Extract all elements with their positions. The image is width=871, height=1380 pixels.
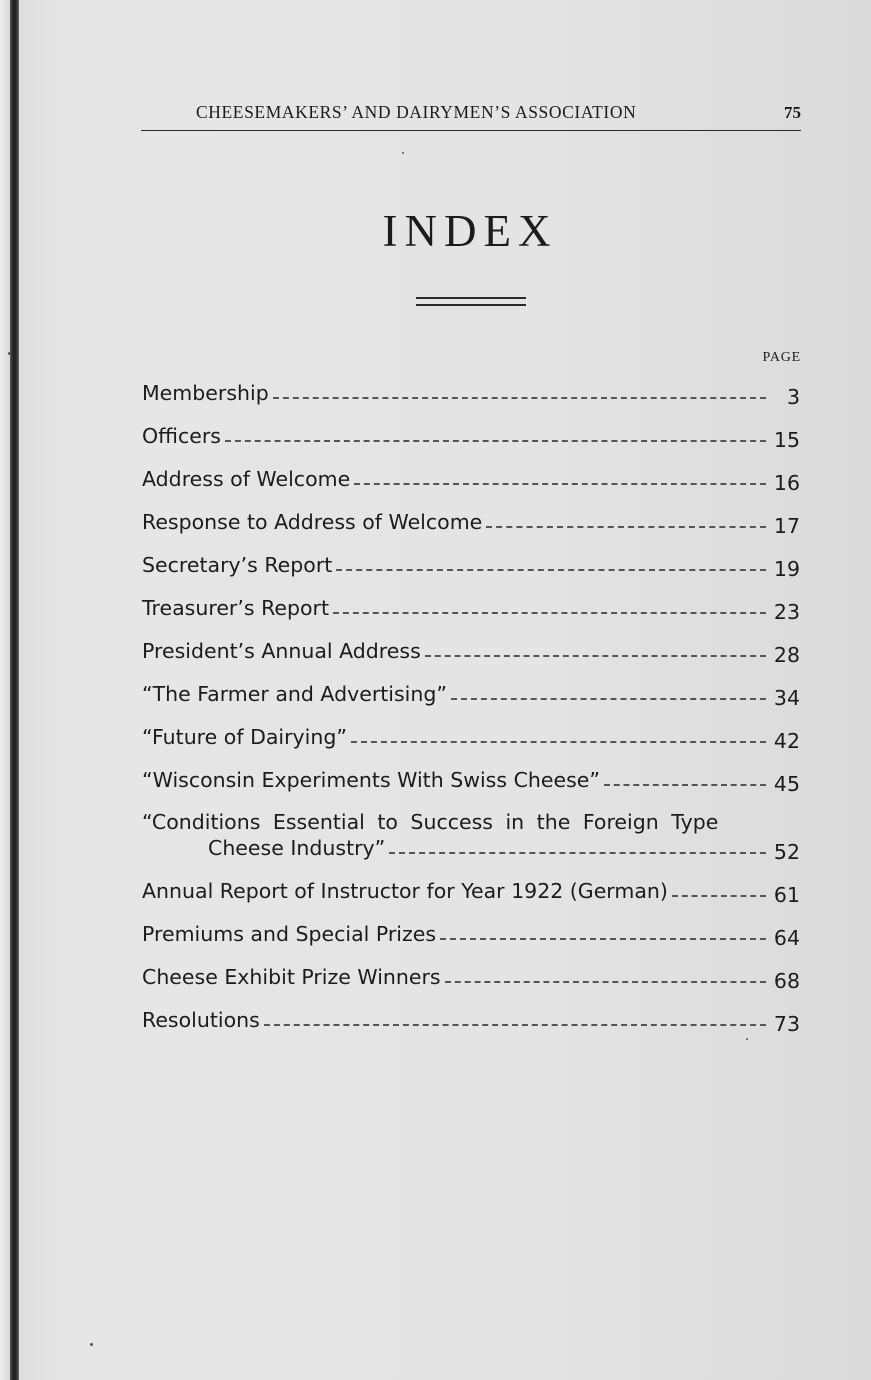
entry-page: 52: [773, 840, 800, 864]
running-header: [141, 100, 801, 131]
entry-label: Response to Address of Welcome: [142, 510, 483, 534]
paper-speck: [90, 1343, 93, 1346]
dot-leader: [333, 612, 766, 614]
dot-leader: [264, 1024, 766, 1026]
dot-leader: [451, 698, 766, 700]
entry-label: Address of Welcome: [142, 467, 351, 491]
index-entry: [142, 362, 800, 409]
index-list: [142, 362, 800, 1036]
entry-label: “Wisconsin Experiments With Swiss Cheese”: [142, 768, 601, 792]
entry-page: 3: [786, 385, 800, 409]
running-title: CHEESEMAKERS’ AND DAIRYMEN’S ASSOCIATION: [196, 102, 637, 122]
entry-label-line-2: Cheese Industry”: [208, 836, 386, 860]
entry-page: 23: [773, 600, 800, 624]
entry-label: “The Farmer and Advertising”: [142, 682, 447, 706]
dot-leader: [336, 569, 766, 571]
dot-leader: [672, 895, 766, 897]
dot-leader: [604, 784, 766, 786]
entry-label: Membership: [142, 381, 269, 405]
entry-label: Premiums and Special Prizes: [142, 922, 437, 946]
index-entry: [142, 534, 800, 581]
dot-leader: [351, 741, 766, 743]
entry-label: Resolutions: [142, 1008, 260, 1032]
dot-leader: [225, 440, 766, 442]
entry-label: Treasurer’s Report: [142, 596, 330, 620]
entry-page: 42: [773, 729, 800, 753]
entry-label: Secretary’s Report: [142, 553, 333, 577]
index-entry: [142, 405, 800, 452]
dot-leader: [440, 938, 766, 940]
paper-speck: [746, 1038, 748, 1040]
entry-label: “Future of Dairying”: [142, 725, 347, 749]
dot-leader: [273, 397, 766, 399]
entry-label-line-1: “Conditions Essential to Success in the Foreign Type: [142, 810, 719, 834]
title-double-rule: [416, 297, 526, 306]
index-entry: [142, 860, 800, 907]
entry-page: 17: [773, 514, 800, 538]
index-entry: [142, 620, 800, 667]
index-entry: [142, 663, 800, 710]
dot-leader: [389, 852, 766, 854]
entry-page: 28: [773, 643, 800, 667]
page-column-label: PAGE: [762, 350, 801, 365]
index-entry: [142, 946, 800, 993]
index-entry: [142, 749, 800, 796]
entry-page: 68: [773, 969, 800, 993]
entry-label: Officers: [142, 424, 221, 448]
entry-label: Cheese Exhibit Prize Winners: [142, 965, 441, 989]
entry-page: 19: [773, 557, 800, 581]
page-title: INDEX: [382, 206, 558, 256]
entry-page: 73: [773, 1012, 800, 1036]
entry-label: President’s Annual Address: [142, 639, 421, 663]
index-entry: [142, 792, 800, 864]
dot-leader: [354, 483, 766, 485]
paper-speck: [8, 352, 11, 355]
index-entry: [142, 491, 800, 538]
entry-page: 64: [773, 926, 800, 950]
index-entry: [142, 989, 800, 1036]
index-entry: [142, 577, 800, 624]
paper-speck: [402, 152, 404, 154]
entry-page: 34: [773, 686, 800, 710]
index-entry: [142, 448, 800, 495]
dot-leader: [425, 655, 766, 657]
entry-page: 16: [773, 471, 800, 495]
dot-leader: [445, 981, 766, 983]
entry-page: 45: [773, 772, 800, 796]
index-entry: [142, 706, 800, 753]
entry-page: 61: [773, 883, 800, 907]
entry-continuation: [142, 836, 800, 864]
page-number: 75: [784, 103, 801, 122]
index-entry: [142, 903, 800, 950]
entry-page: 15: [773, 428, 800, 452]
dot-leader: [486, 526, 766, 528]
entry-label: Annual Report of Instructor for Year 1922 (German): [142, 879, 668, 903]
